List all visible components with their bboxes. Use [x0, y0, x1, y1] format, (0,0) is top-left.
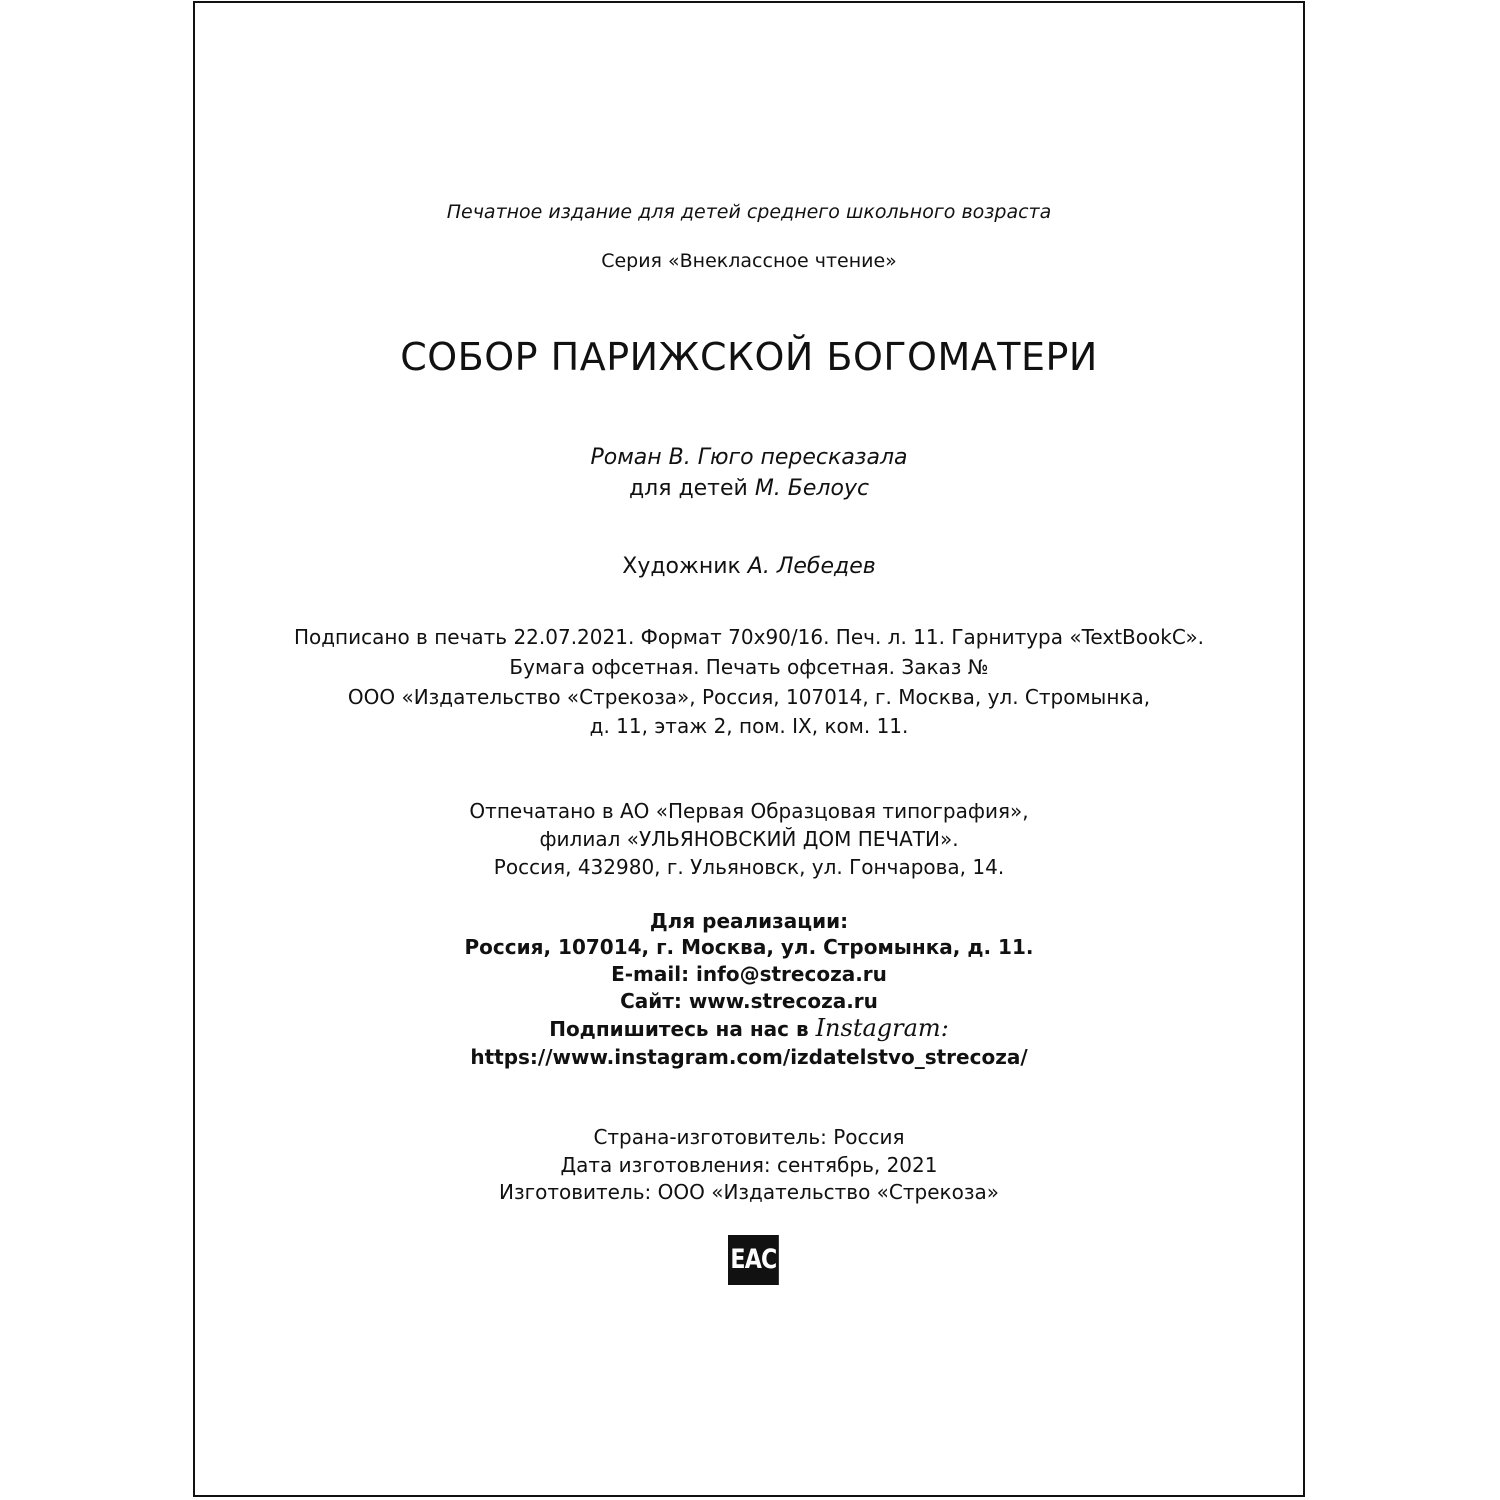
book-title: СОБОР ПАРИЖСКОЙ БОГОМАТЕРИ [400, 335, 1098, 379]
retold-author-line [195, 475, 1303, 503]
instagram-url: https://www.instagram.com/izdatelstvo_strecoza/ [470, 1045, 1028, 1069]
manufacturer-name: Изготовитель: ООО «Издательство «Стрекоза» [499, 1180, 999, 1204]
imprint-line-1: Подписано в печать 22.07.2021. Формат 70х90/16. Печ. л. 11. Гарнитура «TextBookC». [293, 625, 1205, 649]
illustrator-name: А. Лебедев [747, 554, 876, 579]
subscribe-text: Подпишитесь на нас в [549, 1017, 816, 1041]
manufacture-date: Дата изготовления: сентябрь, 2021 [560, 1153, 938, 1177]
printer-line-3: Россия, 432980, г. Ульяновск, ул. Гончарова, 14. [493, 855, 1005, 879]
audience-note: Печатное издание для детей среднего школьного возраста [446, 201, 1052, 223]
country-of-origin: Страна-изготовитель: Россия [593, 1125, 905, 1149]
eac-mark-icon: EAC [728, 1235, 779, 1285]
page-frame [193, 1, 1305, 1497]
printer-line-1: Отпечатано в АО «Первая Образцовая типография», [469, 799, 1029, 823]
sales-email: E-mail: info@strecoza.ru [611, 962, 887, 986]
retold-for-text: для детей [628, 476, 755, 501]
series-name: Серия «Внеклассное чтение» [601, 250, 897, 272]
instagram-wordmark: Instagram: [815, 1014, 949, 1042]
imprint-line-3: ООО «Издательство «Стрекоза», Россия, 107014, г. Москва, ул. Стромынка, [347, 685, 1151, 709]
retold-by-line: Роман В. Гюго пересказала [590, 445, 908, 470]
imprint-line-2: Бумага офсетная. Печать офсетная. Заказ № [509, 655, 989, 679]
retold-author-name: М. Белоус [754, 476, 870, 501]
sales-heading: Для реализации: [649, 909, 849, 933]
sales-subscribe-line [195, 1014, 1303, 1043]
illustrator-label: Художник [622, 554, 748, 579]
imprint-line-4: д. 11, этаж 2, пом. IX, ком. 11. [589, 714, 909, 738]
printer-line-2: филиал «УЛЬЯНОВСКИЙ ДОМ ПЕЧАТИ». [539, 827, 959, 851]
sales-site: Сайт: www.strecoza.ru [620, 989, 878, 1013]
sales-address: Россия, 107014, г. Москва, ул. Стромынка, д. 11. [464, 935, 1034, 959]
illustrator-line [195, 553, 1303, 581]
